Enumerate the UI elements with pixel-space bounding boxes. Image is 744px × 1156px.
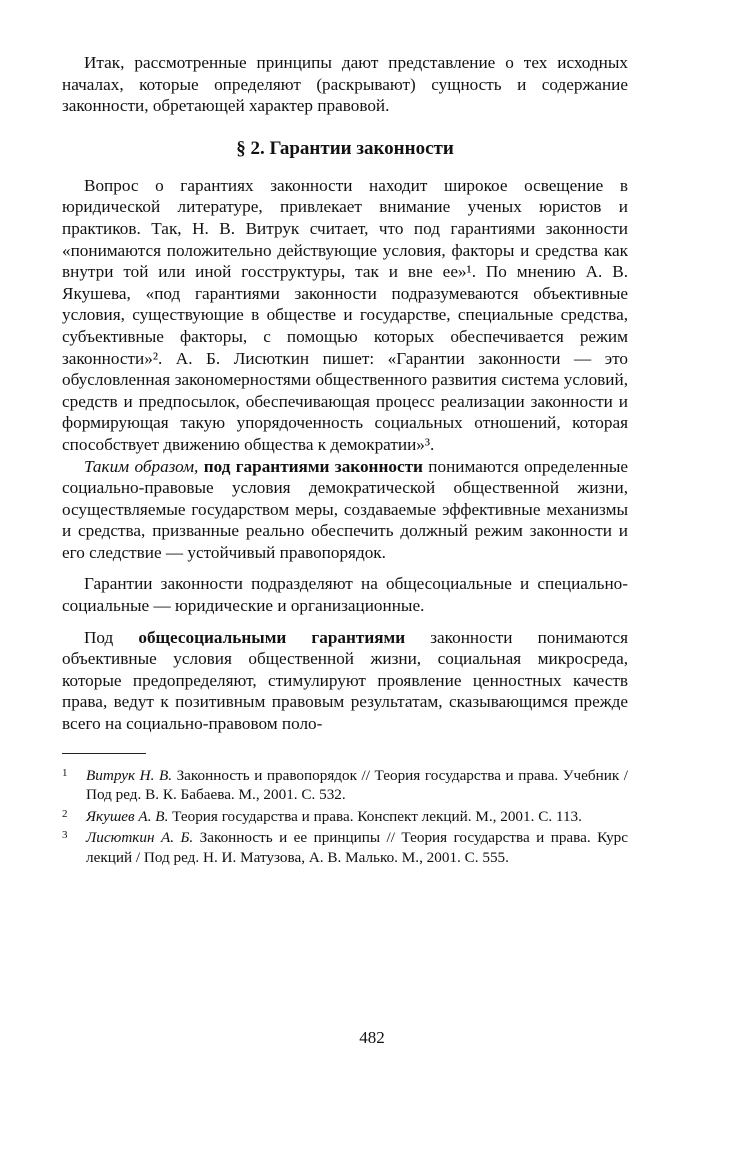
lead-word: Под — [84, 627, 114, 647]
term-guarantees: под гарантиями законности — [203, 456, 423, 476]
paragraph-classification: Гарантии законности подразделяют на общесоциальные и специально-социальные — юридические и организационные. — [62, 574, 628, 616]
footnote-text: Теория государства и права. Конспект лекций. М., 2001. С. 113. — [172, 807, 582, 825]
footnote-text: Законность и правопорядок // Теория государства и права. Учебник / Под ред. В. К. Бабаева. М., 2001. С. 532. — [86, 766, 628, 804]
emphasis-lead: Таким образом, — [84, 456, 199, 476]
footnote-text: Законность и ее принципы // Теория государства и права. Курс лекций / Под ред. Н. И. Матузова, А. В. Малько. М., 2001. С. 555. — [86, 829, 628, 866]
footnotes — [62, 766, 628, 868]
footnote-3 — [62, 828, 628, 867]
term-general-social: общесоциальными гарантиями — [138, 627, 406, 647]
page-number: 482 — [359, 1028, 385, 1047]
footnote-author: Витрук Н. В. — [86, 766, 173, 784]
definition-text: понимаются определенные социально-правовые условия демократической общественной жизни, осуществляемые государством меры, создаваемые эффективные механизмы и средства, призванные реально обеспечить должный режим законности и его следствие — устойчивый правопорядок. — [62, 456, 629, 562]
footnote-number: 2 — [62, 807, 68, 820]
page-content — [62, 52, 628, 870]
general-social-text: законности понимаются объективные условия общественной жизни, социальная микросреда, которые предопределяют, стимулируют проявление ценностных качеств права, ведут к позитивным правовым результатам, сказывающимся прежде всего на социально-правовом поло- — [62, 627, 629, 734]
paragraph-definition — [62, 456, 628, 564]
footnote-2 — [62, 807, 628, 827]
footnote-author: Якушев А. В. — [86, 807, 169, 825]
footnote-1 — [62, 766, 628, 805]
footnote-number: 1 — [62, 766, 68, 779]
footnote-divider — [62, 753, 146, 754]
paragraph-general-social — [62, 627, 628, 735]
section-title: § 2. Гарантии законности — [236, 137, 454, 159]
footnote-number: 3 — [62, 829, 68, 842]
intro-paragraph: Итак, рассмотренные принципы дают представление о тех исходных началах, которые определяют (раскрывают) сущность и содержание законности, обретающей характер правовой. — [62, 53, 628, 116]
paragraph-guarantees-overview: Вопрос о гарантиях законности находит широкое освещение в юридической литературе, привлекает внимание ученых юристов и практиков. Так, Н. В. Витрук считает, что под гарантиями законности «понимаются положительно действующие условия, факторы и средства как внутри той или иной госструктуры, так и вне ее»¹. По мнению А. В. Якушева, «под гарантиями законности подразумеваются объективные условия, существующие в обществе и государстве, специальные средства, субъективные факторы, с помощью которых обеспечивается режим законности»². А. Б. Лисюткин пишет: «Гарантии законности — это обусловленная закономерностями общественного развития система условий, средств и предпосылок, обеспечивающая процесс реализации законности и формирующая такую упорядоченность социальных отношений, которая способствует движению общества к демократии»³. — [62, 175, 628, 454]
footnote-author: Лисюткин А. Б. — [86, 829, 194, 847]
